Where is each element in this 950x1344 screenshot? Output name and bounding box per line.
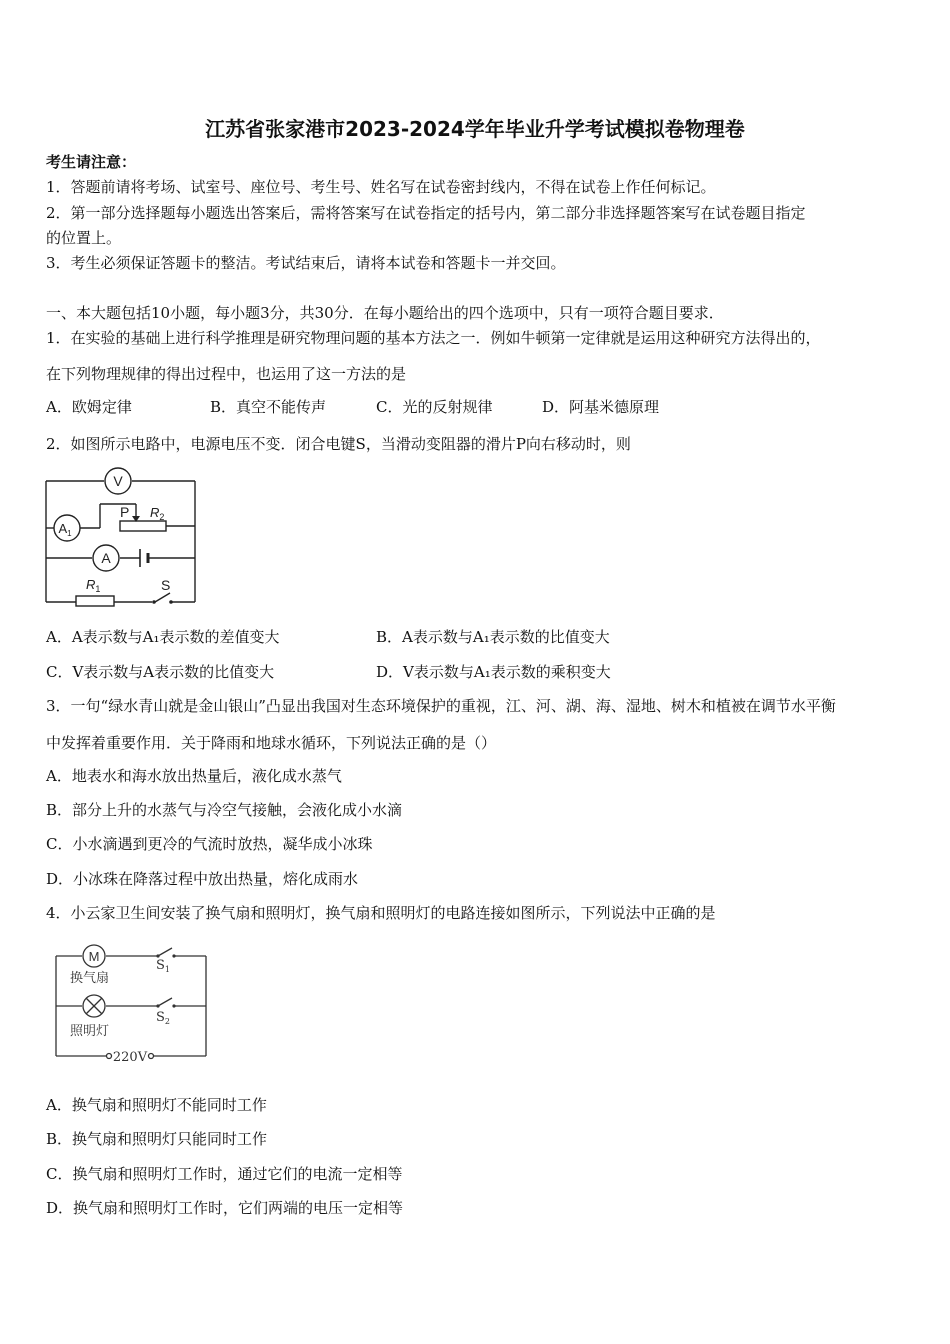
q3-option-a: A．地表水和海水放出热量后，液化成水蒸气 xyxy=(46,767,342,785)
q4-circuit-diagram xyxy=(48,938,218,1068)
q1-stem-line2: 在下列物理规律的得出过程中，也运用了这一方法的是 xyxy=(46,365,407,383)
section-heading: 一、本大题包括10小题，每小题3分，共30分．在每小题给出的四个选项中，只有一项符合题目要求． xyxy=(46,304,724,322)
q4-option-d: D．换气扇和照明灯工作时，它们两端的电压一定相等 xyxy=(46,1199,404,1217)
page-title: 江苏省张家港市2023-2024学年毕业升学考试模拟卷物理卷 xyxy=(205,117,745,141)
q3-stem-line2: 中发挥着重要作用．关于降雨和地球水循环，下列说法正确的是（） xyxy=(46,734,497,752)
q2-option-b: B．A表示数与A₁表示数的比值变大 xyxy=(376,628,610,646)
q3-option-c: C．小水滴遇到更冷的气流时放热，凝华成小冰珠 xyxy=(46,835,373,853)
q1-option-d: D．阿基米德原理 xyxy=(542,398,660,416)
q3-stem-line1: 3．一句“绿水青山就是金山银山”凸显出我国对生态环境保护的重视，江、河、湖、海、湿地、树木和植被在调节水平衡 xyxy=(46,697,836,715)
q2-circuit-diagram xyxy=(40,465,205,610)
q4-option-c: C．换气扇和照明灯工作时，通过它们的电流一定相等 xyxy=(46,1165,403,1183)
notice-item-2-cont: 的位置上。 xyxy=(46,229,122,247)
r1-label: R xyxy=(86,577,96,592)
switch-s2-label: S xyxy=(156,1010,165,1025)
lamp-label: 照明灯 xyxy=(70,1024,110,1039)
switch-s1-label: S xyxy=(156,958,165,973)
switch-s2-subscript: 2 xyxy=(164,1017,170,1026)
r1-subscript: 1 xyxy=(95,584,101,594)
ammeter-a-label: A xyxy=(101,550,111,566)
r2-label: R xyxy=(150,505,160,520)
ammeter-a1-label: A xyxy=(58,521,68,536)
ammeter-a1-subscript: 1 xyxy=(67,529,72,538)
supply-voltage-label: 220V xyxy=(112,1050,148,1065)
r2-subscript: 2 xyxy=(159,512,165,522)
q1-option-b: B．真空不能传声 xyxy=(210,398,327,416)
svg-text:S1 xyxy=(156,958,170,974)
switch-s1-subscript: 1 xyxy=(164,965,170,974)
notice-heading: 考生请注意： xyxy=(46,153,137,171)
q2-stem: 2．如图所示电路中，电源电压不变．闭合电键S，当滑动变阻器的滑片P向右移动时，则 xyxy=(46,435,631,453)
voltmeter-label: V xyxy=(113,473,123,489)
q4-option-b: B．换气扇和照明灯只能同时工作 xyxy=(46,1130,268,1148)
q3-option-b: B．部分上升的水蒸气与冷空气接触，会液化成小水滴 xyxy=(46,801,403,819)
switch-s-label: S xyxy=(161,577,171,593)
notice-item-1: 1．答题前请将考场、试室号、座位号、考生号、姓名写在试卷密封线内，不得在试卷上作任何标记。 xyxy=(46,178,716,196)
q4-stem: 4．小云家卫生间安装了换气扇和照明灯，换气扇和照明灯的电路连接如图所示，下列说法中正确的是 xyxy=(46,904,716,922)
q1-option-a: A．欧姆定律 xyxy=(46,398,132,416)
svg-text:S2 xyxy=(156,1010,170,1026)
svg-text:R2 xyxy=(150,505,164,522)
q1-stem-line1: 1．在实验的基础上进行科学推理是研究物理问题的基本方法之一．例如牛顿第一定律就是运用这种研究方法得出的， xyxy=(46,329,821,347)
motor-m-label: M xyxy=(88,949,100,964)
q2-option-d: D．V表示数与A₁表示数的乘积变大 xyxy=(376,663,611,681)
notice-item-2: 2．第一部分选择题每小题选出答案后，需将答案写在试卷指定的括号内，第二部分非选择题答案写在试卷题目指定 xyxy=(46,204,806,222)
q1-option-c: C．光的反射规律 xyxy=(376,398,493,416)
fan-label: 换气扇 xyxy=(70,971,110,986)
q4-option-a: A．换气扇和照明灯不能同时工作 xyxy=(46,1096,267,1114)
slider-p-label: P xyxy=(120,504,130,520)
notice-item-3: 3．考生必须保证答题卡的整洁。考试结束后，请将本试卷和答题卡一并交回。 xyxy=(46,254,566,272)
q3-option-d: D．小冰珠在降落过程中放出热量，熔化成雨水 xyxy=(46,870,359,888)
q2-option-c: C．V表示数与A表示数的比值变大 xyxy=(46,663,275,681)
svg-text:R1 xyxy=(86,577,100,594)
q2-option-a: A．A表示数与A₁表示数的差值变大 xyxy=(46,628,280,646)
